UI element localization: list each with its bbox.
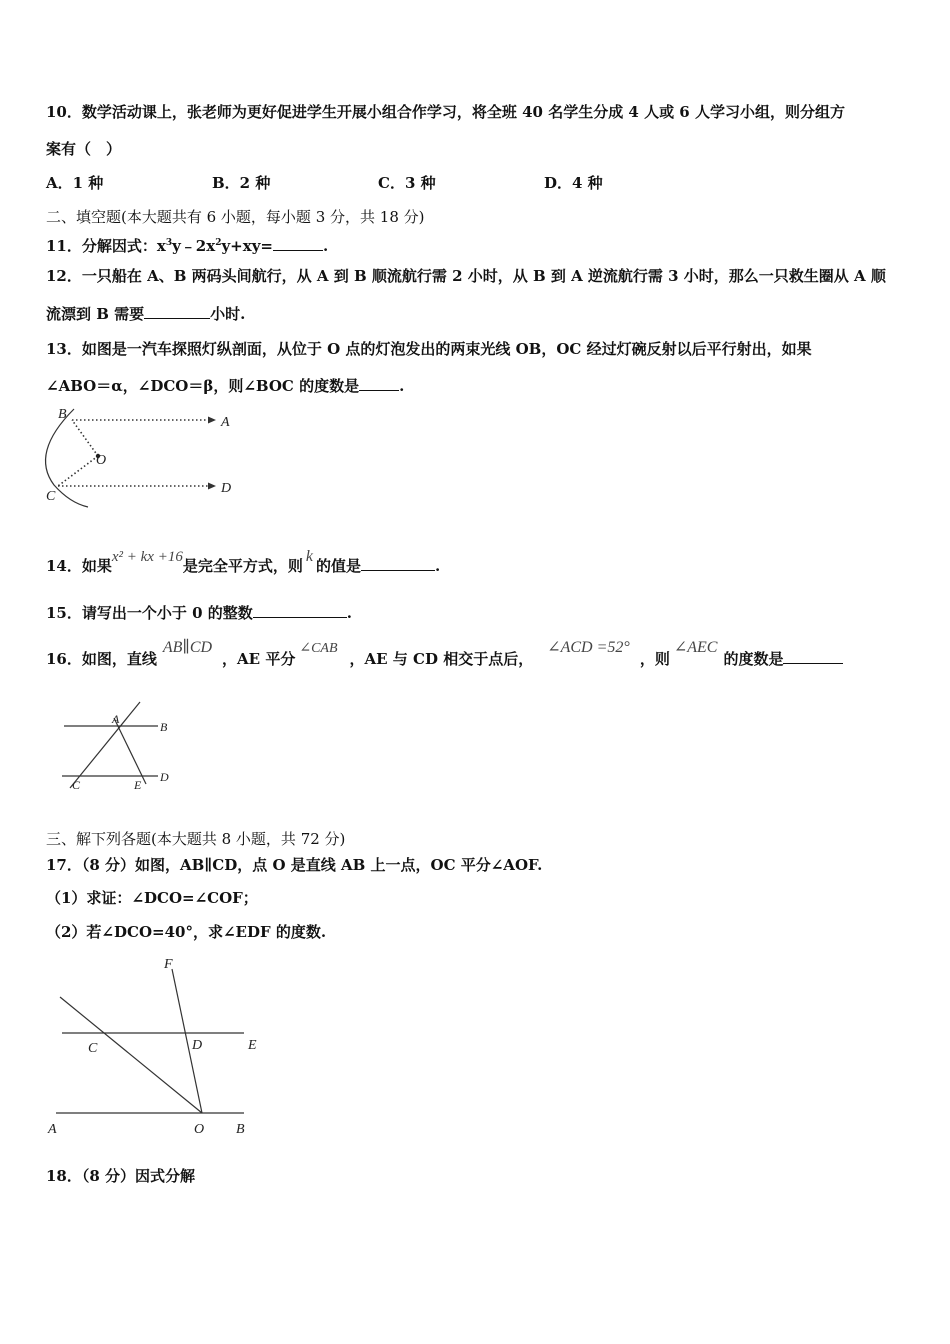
q14 bbox=[46, 548, 441, 577]
q16-label-d: D bbox=[160, 770, 169, 784]
q11 bbox=[46, 233, 328, 256]
q16-parallel-lines-figure bbox=[58, 700, 188, 800]
q16-segment-ac bbox=[70, 702, 140, 788]
q16-mid2: ，AE 与 CD 相交于点后， bbox=[349, 650, 534, 668]
q18-stem: 18．（8 分）因式分解 bbox=[46, 1167, 196, 1185]
q15 bbox=[46, 603, 352, 623]
q17-label-d: D bbox=[192, 1038, 203, 1053]
q16-suffix: 的度数是 bbox=[723, 650, 784, 668]
q12-line2-prefix: 流漂到 B 需要 bbox=[46, 305, 145, 323]
q10-option-a: A．1 种 bbox=[46, 174, 104, 192]
q14-var-k: k bbox=[305, 548, 313, 565]
q11-answer-blank[interactable] bbox=[273, 236, 323, 251]
q13-line1: 13．如图是一汽车探照灯纵剖面，从位于 O 点的灯泡发出的两束光线 OB，OC 经过灯碗反射以后平行射出，如果 bbox=[46, 340, 812, 358]
q17-label-o: O bbox=[194, 1122, 205, 1137]
q11-exp-a: 3 bbox=[165, 238, 173, 248]
q11-expr-c: y+xy= bbox=[221, 237, 273, 255]
q10-option-b: B．2 种 bbox=[212, 174, 271, 192]
q14-expr: x² + kx +16 bbox=[111, 549, 183, 565]
q13-ray-oc bbox=[58, 456, 98, 486]
q13-ray-ob bbox=[72, 420, 98, 456]
q13-line2 bbox=[46, 376, 404, 396]
q13-headlight-figure bbox=[40, 403, 240, 513]
q13-label-a: A bbox=[221, 415, 230, 430]
q11-prefix: 11．分解因式： bbox=[46, 237, 157, 255]
q10-option-c: C．3 种 bbox=[378, 174, 436, 192]
q12-answer-blank[interactable] bbox=[144, 304, 210, 319]
q17-figure bbox=[46, 955, 276, 1140]
q13-label-c: C bbox=[46, 489, 56, 504]
q13-label-b: B bbox=[58, 407, 67, 422]
q14-answer-blank[interactable] bbox=[361, 556, 435, 571]
q17-part1: （1）求证：∠DCO=∠COF； bbox=[46, 889, 258, 907]
q10-options bbox=[46, 173, 710, 193]
q12-line2 bbox=[46, 304, 245, 324]
q13-arrowhead-a bbox=[208, 417, 216, 424]
q16-expr-angle-acd: ∠ACD =52° bbox=[547, 639, 630, 656]
section2-heading: 二、填空题(本大题共有 6 小题，每小题 3 分，共 18 分) bbox=[46, 208, 425, 226]
q16 bbox=[46, 639, 843, 671]
q17-label-a: A bbox=[48, 1122, 57, 1137]
q16-segment-ae bbox=[114, 718, 146, 784]
q16-label-e: E bbox=[134, 778, 142, 792]
q12-line1: 12．一只船在 A、B 两码头间航行，从 A 到 B 顺流航行需 2 小时，从 B 到 A 逆流航行需 3 小时，那么一只救生圈从 A 顺 bbox=[46, 267, 886, 285]
q14-prefix: 14．如果 bbox=[46, 557, 112, 575]
q17-label-c: C bbox=[88, 1041, 98, 1056]
q11-suffix: . bbox=[322, 237, 329, 255]
q17-label-e: E bbox=[248, 1038, 257, 1053]
q14-end: . bbox=[434, 557, 441, 575]
q13-line2-text: ∠ABO＝α，∠DCO＝β，则∠BOC 的度数是 bbox=[46, 377, 360, 395]
q16-expr-angle-cab: ∠CAB bbox=[299, 641, 338, 656]
q17-segment-oc bbox=[60, 997, 202, 1113]
section3-heading: 三、解下列各题(本大题共 8 小题，共 72 分) bbox=[46, 830, 346, 848]
q13-label-d: D bbox=[221, 481, 232, 496]
q15-end: . bbox=[346, 604, 352, 622]
q11-expr-b: y﹣2x bbox=[172, 237, 216, 255]
q17-part2: （2）若∠DCO=40°，求∠EDF 的度数. bbox=[46, 923, 327, 941]
q16-mid1: ，AE 平分 bbox=[222, 650, 296, 668]
q12-line2-suffix: 小时. bbox=[210, 305, 246, 323]
q11-expr-a: x bbox=[156, 237, 166, 255]
q11-exp-b: 2 bbox=[215, 238, 222, 248]
q13-answer-blank[interactable] bbox=[359, 376, 399, 391]
q13-label-o: O bbox=[96, 453, 107, 468]
q10-option-d: D．4 种 bbox=[544, 174, 603, 192]
q16-answer-blank[interactable] bbox=[783, 649, 843, 664]
q16-label-a: A bbox=[112, 712, 120, 726]
q17-stem: 17．（8 分）如图，AB∥CD，点 O 是直线 AB 上一点，OC 平分∠AOF. bbox=[46, 856, 543, 874]
q16-expr-parallel: AB∥CD bbox=[162, 639, 213, 656]
q15-prefix: 15．请写出一个小于 0 的整数 bbox=[46, 604, 253, 622]
q13-line2-suffix: . bbox=[399, 377, 405, 395]
q17-label-b: B bbox=[236, 1122, 245, 1137]
q16-mid3: ，则 bbox=[639, 650, 670, 668]
q16-prefix: 16．如图，直线 bbox=[46, 650, 157, 668]
q10-line1: 10．数学活动课上，张老师为更好促进学生开展小组合作学习，将全班 40 名学生分成 4 人或 6 人学习小组，则分组方 bbox=[46, 103, 845, 121]
q13-arrowhead-d bbox=[208, 483, 216, 490]
q16-label-b: B bbox=[160, 720, 168, 734]
q14-middle: 是完全平方式，则 bbox=[182, 557, 303, 575]
q16-label-c: C bbox=[72, 778, 81, 792]
q10-line2: 案有（ ） bbox=[46, 140, 122, 158]
q16-expr-angle-aec: ∠AEC bbox=[673, 639, 718, 656]
q14-suffix-text: 的值是 bbox=[315, 557, 361, 575]
q17-label-f: F bbox=[164, 957, 173, 972]
q15-answer-blank[interactable] bbox=[253, 603, 347, 618]
